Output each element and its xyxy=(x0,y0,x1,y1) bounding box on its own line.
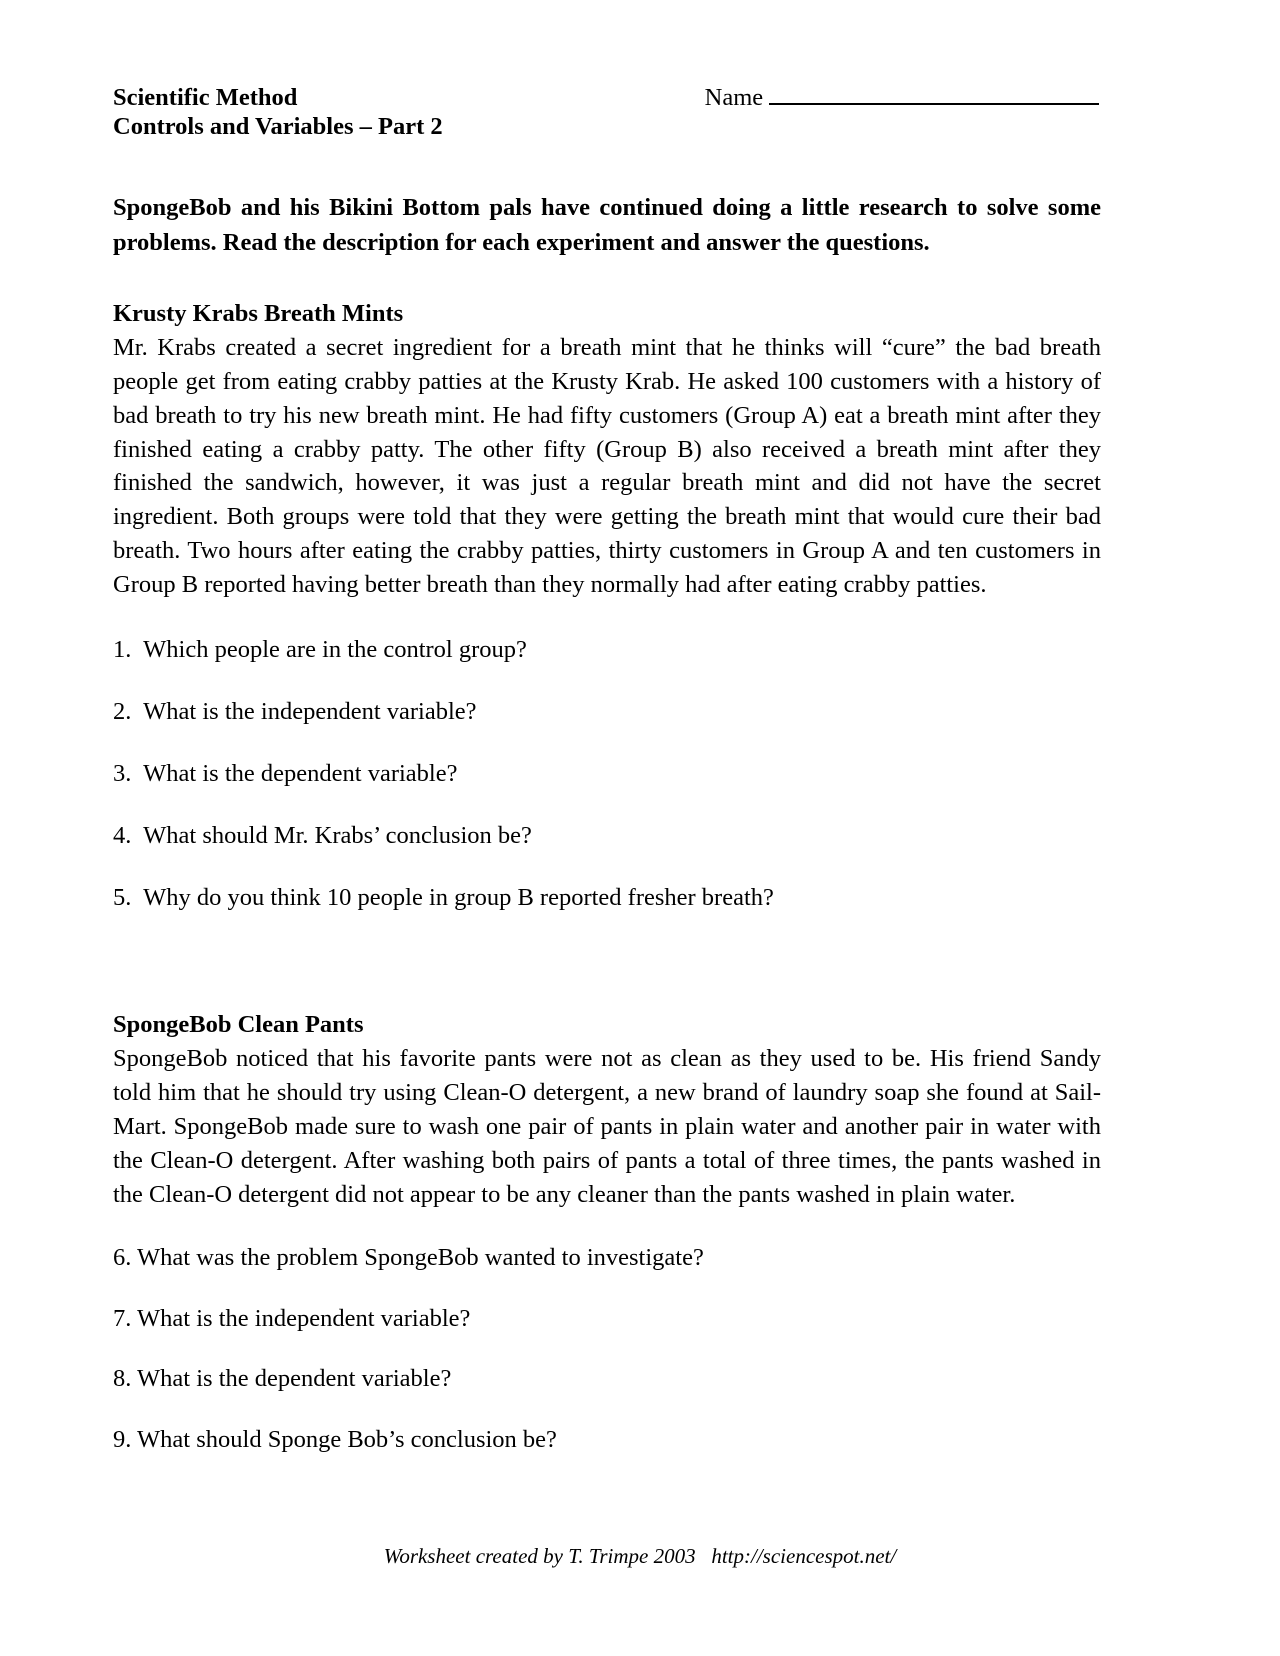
question-item: 4. What should Mr. Krabs’ conclusion be? xyxy=(113,821,532,849)
document-header xyxy=(113,84,1101,141)
page-footer: Worksheet created by T. Trimpe 2003 http://sciencespot.net/ xyxy=(383,1544,897,1568)
section-body: Mr. Krabs created a secret ingredient for a breath mint that he thinks will “cure” the bad breath people get from eating crabby patties at the Krusty Krab. He asked 100 customers with a history of bad breath to try his new breath mint. He had fifty customers (Group A) eat a breath mint after they finished eating a crabby patty. The other fifty (Group B) also received a breath mint after they finished the sandwich, however, it was just a regular breath mint and did not have the secret ingredient. Both groups were told that they were getting the breath mint that would cure their bad breath. Two hours after eating the crabby patties, thirty customers in Group A and ten customers in Group B reported having better breath than they normally had after eating crabby patties. xyxy=(113,333,1101,599)
name-input-line[interactable] xyxy=(769,85,1099,105)
section-body: SpongeBob noticed that his favorite pants were not as clean as they used to be. His friend Sandy told him that he should try using Clean-O detergent, a new brand of laundry soap she found at Sail-Mart. SpongeBob made sure to wash one pair of pants in plain water and another pair in water with the Clean-O detergent. After washing both pairs of pants a total of three times, the pants washed in the Clean-O detergent did not appear to be any cleaner than the pants washed in plain water. xyxy=(113,1045,1101,1208)
section-heading: Krusty Krabs Breath Mints xyxy=(113,299,404,327)
question-item: 5. Why do you think 10 people in group B reported fresher breath? xyxy=(113,883,774,911)
worksheet-title-line-2: Controls and Variables – Part 2 xyxy=(113,112,443,140)
intro-paragraph: SpongeBob and his Bikini Bottom pals have continued doing a little research to solve some problems. Read the description for each experiment and answer the questions. xyxy=(113,194,1101,256)
question-item: 8. What is the dependent variable? xyxy=(113,1365,452,1393)
question-item: 9. What should Sponge Bob’s conclusion be? xyxy=(113,1426,557,1454)
question-item: 1. Which people are in the control group? xyxy=(113,636,527,664)
name-label: Name xyxy=(704,84,764,111)
section-spacer xyxy=(113,913,1101,1009)
section-heading: SpongeBob Clean Pants xyxy=(113,1011,364,1039)
question-item: 7. What is the independent variable? xyxy=(113,1304,471,1332)
question-item: 3. What is the dependent variable? xyxy=(113,759,458,787)
question-list-section-1 xyxy=(113,634,1101,913)
question-item: 6. What was the problem SpongeBob wanted to investigate? xyxy=(113,1243,704,1271)
question-list-section-2 xyxy=(113,1242,1101,1456)
section-spongebob-clean-pants xyxy=(113,1009,1101,1456)
worksheet-title xyxy=(113,84,443,141)
section-krusty-krabs-breath-mints xyxy=(113,298,1101,913)
document-content xyxy=(113,84,1101,1485)
worksheet-title-line-1: Scientific Method xyxy=(113,84,298,111)
question-item: 2. What is the independent variable? xyxy=(113,697,477,725)
name-field-group xyxy=(705,84,1100,113)
